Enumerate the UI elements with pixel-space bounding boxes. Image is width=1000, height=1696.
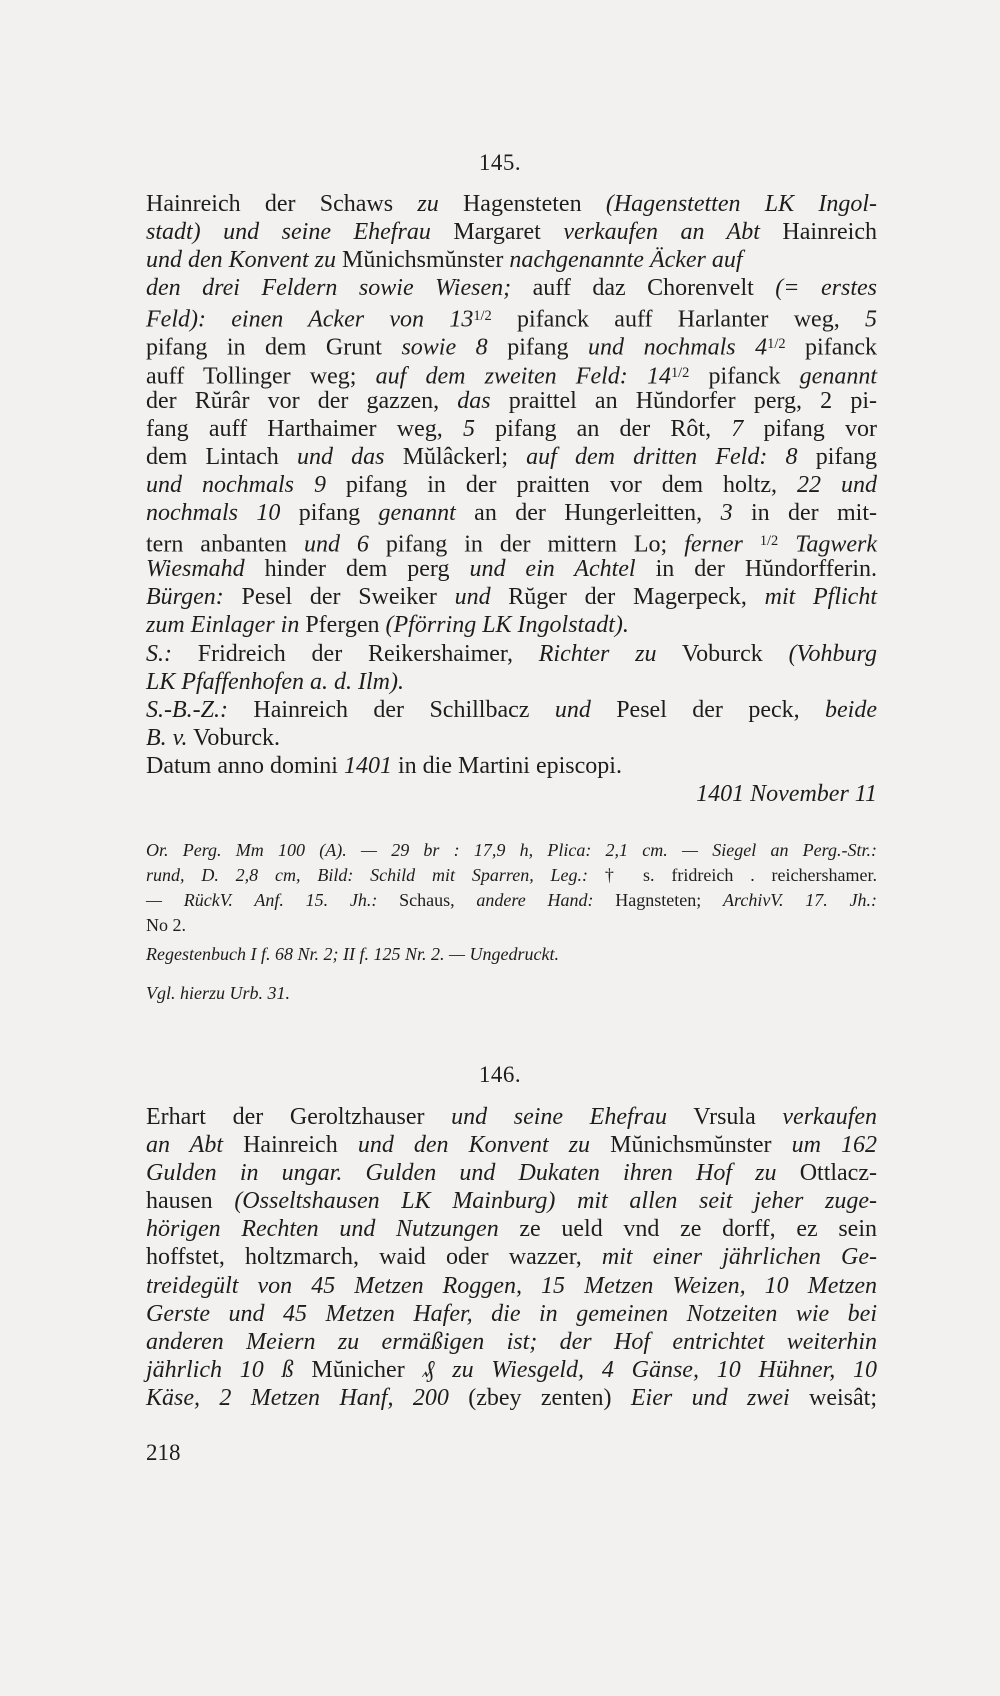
text-run: Hagensteten: [438, 191, 606, 217]
text-line: [146, 330, 878, 361]
text-run: pifang in der mittern Lo;: [368, 531, 685, 558]
text-run: S.:: [146, 640, 172, 667]
text-line: [146, 471, 877, 499]
text-run: (= erstes: [775, 275, 877, 302]
text-run: an der Hungerleitten,: [455, 500, 721, 527]
text-run: 1401 November 11: [696, 780, 877, 807]
text-run: ze ueld vnd ze dorff, ez sein: [498, 1216, 877, 1243]
text-run: pifang in der praitten vor dem holtz,: [325, 471, 798, 498]
text-run: Tagwerk: [778, 531, 878, 558]
text-run: pifang: [797, 443, 878, 470]
text-run: und das: [296, 443, 385, 470]
text-run: das: [457, 387, 491, 414]
text-run: Vgl. hierzu Urb. 31.: [146, 983, 290, 1003]
fraction-text: 1/2: [670, 364, 690, 381]
text-run: Hainreich: [759, 219, 877, 246]
text-run: der Rŭrâr vor der gazzen,: [146, 387, 458, 414]
text-run: 3: [720, 500, 733, 527]
text-line: [146, 359, 877, 390]
text-run: 5: [865, 306, 877, 333]
text-run: andere Hand:: [476, 890, 594, 910]
text-run: treidegült von 45 Metzen Roggen, 15 Metzen Weizen, 10 Metzen: [146, 1272, 877, 1299]
text-run: mit einer jährlichen Ge-: [601, 1244, 877, 1271]
text-run: Pfergen: [299, 612, 386, 639]
text-run: nochmals 10: [146, 500, 281, 527]
text-line: [146, 611, 877, 639]
text-run: pifang: [280, 500, 379, 527]
text-run: auf dem dritten Feld: 8: [526, 443, 798, 470]
text-run: genannt: [799, 363, 877, 390]
text-run: (zbey zenten): [448, 1384, 631, 1411]
text-run: in die Martini episcopi.: [391, 752, 622, 779]
text-run: Richter zu: [538, 640, 657, 667]
text-run: und nochmals 9: [146, 471, 326, 498]
text-run: genannt: [378, 500, 456, 527]
text-run: pifang vor: [743, 415, 878, 442]
text-run: weisât;: [789, 1384, 877, 1411]
text-line: [146, 752, 877, 780]
document-number-146: 146.: [478, 1062, 522, 1087]
text-line: [146, 1384, 877, 1412]
text-run: Datum anno domini: [146, 752, 344, 779]
text-run: B. v.: [146, 724, 188, 751]
text-run: Mŭlâckerl;: [384, 443, 527, 470]
text-run: Mŭnichsmŭnster: [590, 1132, 792, 1159]
text-run: verkaufen an Abt: [563, 219, 760, 246]
text-run: Hainreich der Schaws: [146, 191, 418, 217]
text-run: No 2.: [146, 915, 186, 935]
text-run: pifanck: [785, 334, 878, 361]
text-line: [146, 1243, 877, 1271]
text-line: [146, 274, 877, 302]
text-run: 22 und: [797, 471, 877, 498]
text-run: und: [554, 696, 591, 723]
text-run: den drei Feldern sowie Wiesen;: [146, 275, 512, 302]
text-run: und nochmals 4: [588, 334, 768, 361]
text-run: (Pförring LK Ingolstadt).: [385, 612, 629, 639]
text-run: Eier und zwei: [630, 1384, 790, 1411]
text-line: [146, 302, 877, 333]
text-line: [146, 696, 877, 724]
text-line: [146, 387, 877, 415]
text-run: Margaret: [430, 219, 564, 246]
text-run: Or. Perg. Mm 100 (A). — 29 br : 17,9 h, Plica: 2,1 cm. — Siegel an Perg.-Str.:: [146, 840, 877, 860]
fraction-text: 1/2: [767, 336, 786, 353]
text-run: pifanck auff Harlanter weg,: [491, 306, 865, 333]
text-run: stadt) und seine Ehefrau: [146, 219, 431, 246]
text-run: und den Konvent zu: [357, 1132, 591, 1159]
text-run: Fridreich der Reikershaimer,: [172, 640, 539, 667]
text-run: Ottlacz-: [776, 1160, 877, 1187]
text-line: [146, 1300, 877, 1328]
text-line: [146, 555, 877, 583]
text-run: auf dem zweiten Feld: 14: [375, 363, 671, 390]
text-run: (Osseltshausen LK Mainburg) mit allen seit jeher zuge-: [234, 1188, 877, 1215]
fraction-text: 1/2: [473, 308, 492, 325]
text-run: Gulden in ungar. Gulden und Dukaten ihren Hof zu: [146, 1160, 777, 1187]
regest-text-145: [146, 190, 877, 808]
text-run: Pesel der peck,: [590, 696, 826, 723]
note-line: [146, 942, 877, 967]
text-run: Voburck.: [187, 724, 280, 751]
text-run: pifang: [487, 334, 589, 361]
text-run: Voburck: [656, 640, 789, 667]
text-run: und den Konvent zu: [146, 247, 336, 274]
text-line: [146, 415, 877, 443]
text-run: — RückV. Anf. 15. Jh.:: [146, 890, 378, 910]
text-run: auff Tollinger weg;: [146, 363, 376, 390]
text-line: [146, 640, 877, 668]
text-run: nachgenannte Äcker auf: [509, 247, 743, 274]
text-run: auff daz Chorenvelt: [511, 275, 776, 302]
text-run: 5: [462, 415, 475, 442]
text-run: † s. fridreich . reichershamer.: [588, 865, 877, 885]
text-run: beide: [825, 696, 877, 723]
text-run: S.-B.-Z.:: [146, 696, 228, 723]
text-run: hausen: [146, 1188, 235, 1215]
text-line: [146, 1159, 877, 1187]
text-run: pifanck: [689, 363, 800, 390]
text-run: und: [454, 584, 491, 611]
note-line: [146, 838, 877, 863]
note-line: [146, 913, 877, 938]
text-line: [146, 724, 877, 752]
text-run: zum Einlager in: [146, 612, 300, 639]
text-run: rund, D. 2,8 cm, Bild: Schild mit Sparren, Leg.:: [146, 865, 589, 885]
text-run: in der mit-: [732, 500, 878, 527]
text-line: [146, 1328, 877, 1356]
text-run: Pesel der Sweiker: [223, 584, 455, 611]
text-line: [146, 583, 877, 611]
text-run: (Vohburg: [788, 640, 878, 667]
text-run: fang auff Harthaimer weg,: [146, 415, 463, 442]
text-run: ferner: [684, 531, 760, 558]
text-run: tern anbanten: [146, 531, 304, 558]
text-run: ArchivV. 17. Jh.:: [723, 890, 877, 910]
text-run: Rŭger der Magerpeck,: [490, 584, 765, 611]
text-run: an Abt: [146, 1132, 223, 1159]
text-run: Hainreich der Schillbacz: [227, 696, 555, 723]
text-line: [146, 246, 877, 274]
text-line: [146, 1356, 877, 1384]
text-line: [146, 780, 877, 808]
text-line: [146, 668, 877, 696]
text-run: hörigen Rechten und Nutzungen: [146, 1216, 499, 1243]
text-run: Käse, 2 Metzen Hanf, 200: [146, 1384, 449, 1411]
source-notes-145: [146, 838, 877, 1006]
text-run: (Hagenstetten LK Ingol-: [605, 191, 877, 217]
text-run: jährlich 10 ß: [146, 1356, 294, 1383]
text-run: Feld): einen Acker von 13: [146, 306, 474, 333]
text-run: Wiesmahd: [146, 556, 245, 583]
text-run: Vrsula: [667, 1104, 783, 1130]
text-line: [146, 1215, 877, 1243]
text-line: [146, 1131, 877, 1159]
text-run: sowie 8: [401, 334, 488, 361]
text-run: hoffstet, holtzmarch, waid oder wazzer,: [146, 1244, 602, 1271]
text-run: pifang in dem Grunt: [146, 334, 402, 361]
text-run: und ein Achtel: [469, 556, 636, 583]
page-number: 218: [146, 1440, 181, 1465]
text-line: [146, 190, 877, 218]
text-run: Regestenbuch I f. 68 Nr. 2; II f. 125 Nr. 2. — Ungedruckt.: [146, 944, 559, 964]
text-run: Bürgen:: [146, 584, 224, 611]
text-run: und seine Ehefrau: [451, 1104, 668, 1130]
text-run: mit Pflicht: [764, 584, 878, 611]
text-run: 1401: [343, 752, 392, 779]
note-line: [146, 888, 877, 913]
text-line: [146, 499, 877, 527]
fraction-text: 1/2: [759, 533, 779, 550]
text-run: Mŭnichsmŭnster: [335, 247, 510, 274]
note-line: [146, 863, 877, 888]
text-run: praittel an Hŭndorfer perg, 2 pi-: [490, 387, 877, 414]
text-run: Schaus,: [377, 890, 477, 910]
text-run: 7: [731, 415, 744, 442]
text-run: LK Pfaffenhofen a. d. Ilm).: [146, 668, 404, 695]
text-run: Hagnsteten;: [593, 890, 723, 910]
text-run: ₰ zu Wiesgeld, 4 Gänse, 10 Hühner, 10: [422, 1356, 877, 1383]
text-run: zu: [417, 191, 439, 217]
text-line: [146, 1272, 877, 1300]
regest-text-146: [146, 1103, 877, 1412]
text-line: [146, 1103, 877, 1131]
text-run: verkaufen: [782, 1104, 878, 1130]
text-line: [146, 527, 878, 558]
text-line: [146, 218, 877, 246]
text-run: Mŭnicher: [293, 1356, 423, 1383]
text-run: dem Lintach: [146, 443, 297, 470]
text-run: und 6: [303, 531, 369, 558]
text-run: Gerste und 45 Metzen Hafer, die in gemeinen Notzeiten wie bei: [146, 1300, 877, 1327]
text-run: in der Hŭndorfferin.: [635, 556, 878, 583]
text-run: um 162: [791, 1132, 878, 1159]
text-run: Erhart der Geroltzhauser: [146, 1104, 452, 1130]
text-line: [146, 1187, 877, 1215]
note-line: [146, 981, 877, 1006]
text-run: pifang an der Rôt,: [474, 415, 732, 442]
text-run: hinder dem perg: [244, 556, 470, 583]
text-line: [146, 443, 877, 471]
document-number-145: 145.: [478, 150, 522, 175]
text-run: anderen Meiern zu ermäßigen ist; der Hof entrichtet weiterhin: [146, 1328, 877, 1355]
text-run: Hainreich: [223, 1132, 358, 1159]
